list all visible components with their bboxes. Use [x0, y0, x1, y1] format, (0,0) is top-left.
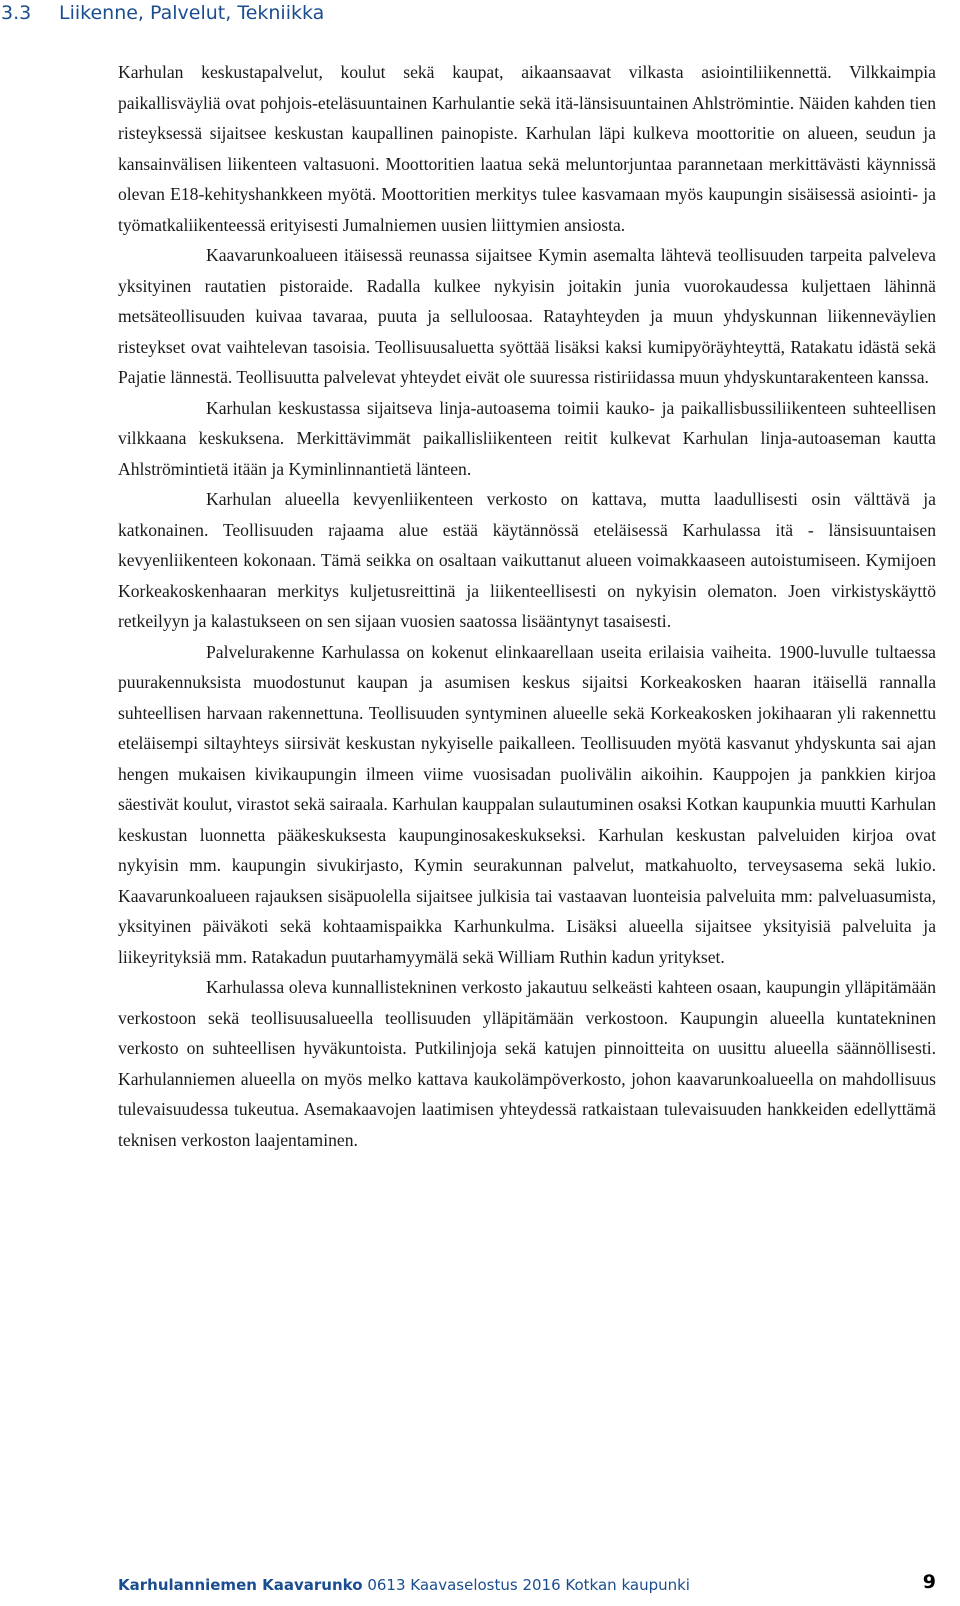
- paragraph-traffic: Karhulan keskustapalvelut, koulut sekä kaupat, aikaansaavat vilkasta asiointiliikennettä. Vilkkaimpia paikallisväyliä ovat pohjois-eteläsuuntainen Karhulantie sekä itä-länsisuuntainen Ahlströmintie. Näiden kahden tien risteyksessä sijaitsee keskustan kaupallinen painopiste. Karhulan läpi kulkeva moottoritie on alueen, seudun ja kansainvälisen liikenteen valtasuoni. Moottoritien laatua sekä meluntorjuntaa parannetaan merkittävästi käynnissä olevan E18-kehityshankkeen myötä. Moottoritien merkitys tulee kasvamaan myös kaupungin sisäisessä asiointi- ja työmatkaliikenteessä erityisesti Jumalniemen uusien liittymien ansiosta.: [118, 62, 936, 235]
- section-title: Liikenne, Palvelut, Tekniikka: [59, 2, 325, 24]
- paragraph-railway: Kaavarunkoalueen itäisessä reunassa sijaitsee Kymin asemalta lähtevä teollisuuden tarpeita palveleva yksityinen rautatien pistoraide. Radalla kulkee nykyisin joitakin junia vuorokaudessa kuljettaen lähinnä metsäteollisuuden kuivaa tavaraa, puuta ja selluloosaa. Ratayhteyden ja muun yhdyskunnan liikenneväylien risteykset ovat vaihtelevan tasoisia. Teollisuusaluetta syöttää lisäksi kaksi kumipyöräyhteyttä, Ratakatu idästä sekä Pajatie lännestä. Teollisuutta palvelevat yhteydet eivät ole suuressa ristiriidassa muun yhdyskuntarakenteen kanssa.: [118, 245, 936, 387]
- page-footer: [118, 1571, 936, 1602]
- paragraph-light-traffic: Karhulan alueella kevyenliikenteen verkosto on kattava, mutta laadullisesti osin välttävä ja katkonainen. Teollisuuden rajaama alue estää käytännössä eteläisessä Karhulassa itä - länsisuuntaisen kevyenliikenteen kokonaan. Tämä seikka on osaltaan vaikuttanut alueen voimakkaaseen autoistumiseen. Kymijoen Korkeakoskenhaaran merkitys kuljetusreittinä ja liikenteellisesti on nykyisin olematon. Joen virkistyskäyttö retkeilyyn ja kalastukseen on sen sijaan vuosien saatossa lisääntynyt tasaisesti.: [118, 489, 936, 631]
- paragraph-technical-network: Karhulassa oleva kunnallistekninen verkosto jakautuu selkeästi kahteen osaan, kaupungin ylläpitämään verkostoon sekä teollisuusalueella teollisuuden ylläpitämään verkostoon. Kaupungin alueella kuntatekninen verkosto on suhteellisen hyväkuntoista. Putkilinjoja sekä katujen pinnoitteita on uusittu alueella säännöllisesti. Karhulanniemen alueella on myös melko kattava kaukolämpöverkosto, johon kaavarunkoalueella on mahdollisuus tulevaisuudessa tukeutua. Asemakaavojen laatimisen yhteydessä ratkaistaan tulevaisuuden hankkeiden edellyttämä teknisen verkoston laajentaminen.: [118, 977, 936, 1150]
- paragraph-services: Palvelurakenne Karhulassa on kokenut elinkaarellaan useita erilaisia vaiheita. 1900-luvulle tultaessa puurakennuksista muodostunut kaupan ja asumisen keskus sijaitsi Korkeakosken haaran itäisellä rannalla suhteellisen harvaan rakennettuna. Teollisuuden syntyminen alueelle sekä Korkeakosken jokihaaran yli rakennettu eteläisempi siltayhteys siirsivät keskustan nykyiselle paikalleen. Teollisuuden myötä kasvanut yhdyskunta sai ajan hengen mukaisen kivikaupungin ilmeen viime vuosisadan puolivälin aikoihin. Kauppojen ja pankkien kirjoa säestivät koulut, virastot sekä sairaala. Karhulan kauppalan sulautuminen osaksi Kotkan kaupunkia muutti Karhulan keskustan luonnetta pääkeskuksesta kaupunginosakeskukseksi. Karhulan keskustan palveluiden kirjoa ovat nykyisin mm. kaupungin sivukirjasto, Kymin seurakunnan palvelut, matkahuolto, terveysasema sekä lukio. Kaavarunkoalueen rajauksen sisäpuolella sijaitsee julkisia tai vastaavan luonteisia palveluita mm: palveluasumista, yksityinen päiväkoti sekä kohtaamispaikka Karhunkulma. Lisäksi alueella sijaitsee yksityisiä palveluita ja liikeyrityksiä mm. Ratakadun puutarhamyymälä sekä William Ruthin kadun yritykset.: [118, 641, 936, 967]
- section-header: [0, 0, 960, 32]
- footer-document-name: Karhulanniemen Kaavarunko: [118, 1576, 363, 1594]
- page-number: 9: [922, 1571, 936, 1593]
- paragraph-bus-station: Karhulan keskustassa sijaitseva linja-autoasema toimii kauko- ja paikallisbussiliikenteen suhteellisen vilkkaana keskuksena. Merkittävimmät paikallisliikenteen reitit kulkevat Karhulan linja-autoaseman kautta Ahlströmintietä itään ja Kyminlinnantietä länteen.: [118, 397, 936, 479]
- footer-document-info: 0613 Kaavaselostus 2016 Kotkan kaupunki: [367, 1576, 690, 1594]
- section-number: 3.3: [1, 2, 32, 24]
- body-text: [118, 57, 936, 1155]
